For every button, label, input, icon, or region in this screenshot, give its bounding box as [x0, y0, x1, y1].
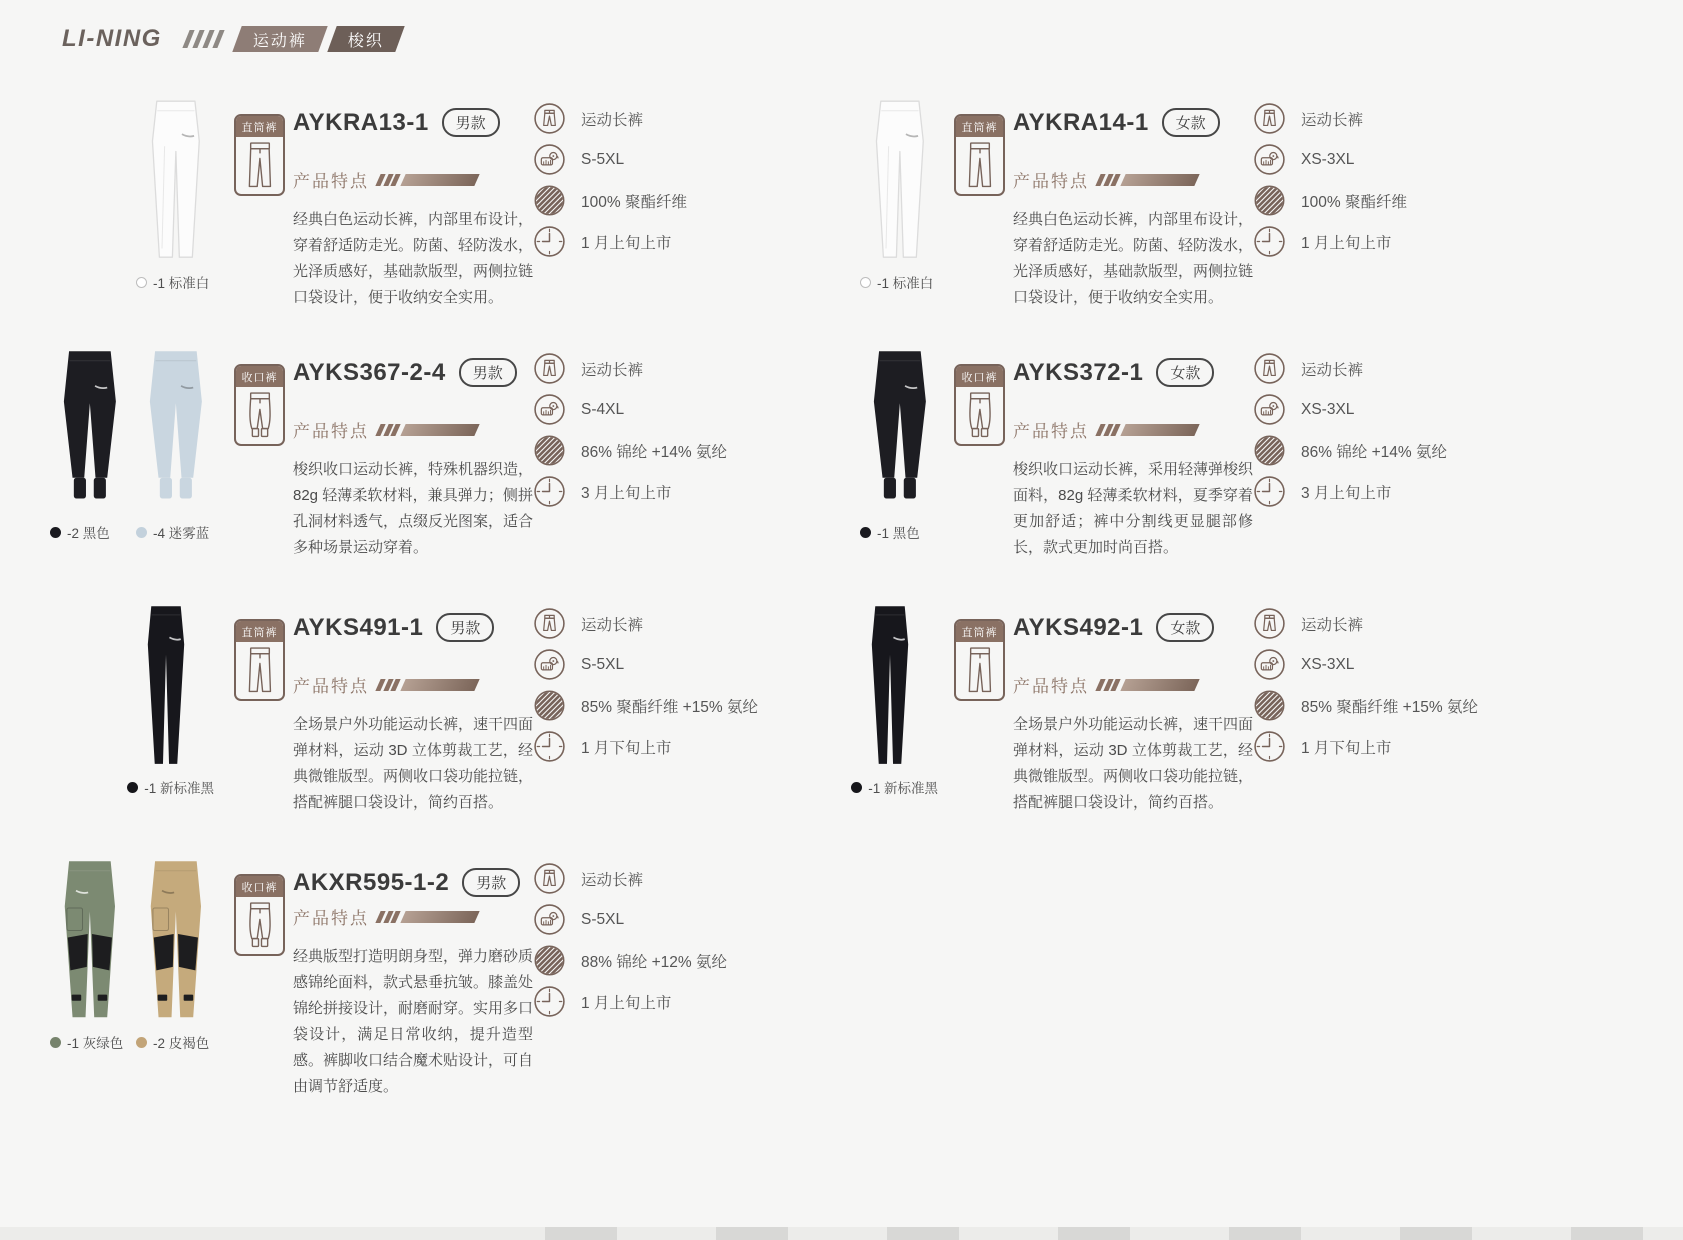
color-variant-label	[50, 1032, 128, 1052]
features-slashes-decoration	[1098, 174, 1197, 186]
footer-segment	[1058, 1227, 1130, 1240]
li-ning-wordmark-logo: LI-NING	[62, 25, 162, 52]
product-card	[60, 856, 845, 1100]
features-row	[1013, 167, 1253, 192]
spec-label: 运动长裤	[1301, 616, 1364, 634]
product-code: AYKS491-1	[293, 613, 424, 641]
features-row	[293, 904, 533, 929]
footer-segment	[1229, 1227, 1301, 1240]
pants-icon	[533, 607, 566, 640]
pant-type-badge	[954, 364, 1005, 446]
spec-label: 运动长裤	[581, 871, 644, 889]
footer-segment	[545, 1227, 617, 1240]
color-variant-label	[127, 777, 214, 797]
product-grid	[60, 96, 1683, 1100]
product-variant	[860, 96, 938, 292]
code-row	[293, 868, 533, 897]
spec-list	[1253, 607, 1478, 763]
color-swatch	[50, 527, 61, 538]
product-variant	[50, 856, 128, 1052]
pant-type-badge	[234, 619, 285, 701]
subcategory-tag	[327, 26, 404, 52]
product-text	[293, 96, 533, 311]
gradient-bar	[1120, 424, 1199, 436]
spec-label: S-5XL	[581, 910, 625, 928]
pants-icon	[533, 862, 566, 895]
features-row	[293, 417, 533, 442]
product-code: AYKRA14-1	[1013, 108, 1149, 136]
spec-row	[1253, 607, 1478, 640]
pant-type-icon	[236, 387, 283, 444]
color-swatch	[860, 527, 871, 538]
subcategory-tag-label: 梭织	[347, 32, 384, 50]
features-row	[293, 167, 533, 192]
pants-photo	[136, 856, 214, 1026]
color-name: -4 迷雾蓝	[153, 526, 210, 541]
spec-label: XS-3XL	[1301, 400, 1355, 418]
product-variant	[136, 346, 214, 542]
product-code: AYKS372-1	[1013, 358, 1144, 386]
code-row	[1013, 108, 1253, 137]
pant-type-label: 收口裤	[956, 366, 1003, 387]
pant-type-badge	[954, 114, 1005, 196]
spec-row	[1253, 393, 1447, 426]
spec-row	[533, 475, 727, 508]
spec-label: 运动长裤	[1301, 361, 1364, 379]
spec-row	[533, 944, 727, 977]
spec-label: 85% 聚酯纤维 +15% 氨纶	[581, 698, 759, 716]
page-header	[0, 0, 1683, 52]
product-code: AYKS367-2-4	[293, 358, 446, 386]
pant-type-label: 直筒裤	[236, 621, 283, 642]
gradient-bar	[400, 174, 479, 186]
color-swatch	[50, 1037, 61, 1048]
spec-label: 86% 锦纶 +14% 氨纶	[581, 443, 728, 461]
pant-type-icon	[236, 897, 283, 954]
spec-row	[1253, 143, 1407, 176]
spec-label: XS-3XL	[1301, 655, 1355, 673]
spec-row	[1253, 184, 1407, 217]
code-row	[293, 613, 533, 642]
gender-badge: 女款	[1162, 108, 1220, 137]
color-name: -1 标准白	[877, 276, 934, 291]
product-card	[60, 96, 845, 346]
code-row	[1013, 613, 1253, 642]
product-description: 经典白色运动长裤，内部里布设计，穿着舒适防走光。防菌、轻防泼水，光泽质感好，基础款版型，两侧拉链口袋设计，便于收纳安全实用。	[293, 211, 534, 306]
fabric-icon	[1253, 689, 1286, 722]
product-card	[60, 601, 845, 856]
product-images	[60, 601, 222, 797]
spec-row	[1253, 730, 1478, 763]
features-row	[1013, 417, 1253, 442]
product-description: 经典白色运动长裤，内部里布设计，穿着舒适防走光。防菌、轻防泼水，光泽质感好，基础款版型，两侧拉链口袋设计，便于收纳安全实用。	[1013, 211, 1254, 306]
spec-list	[533, 352, 727, 508]
product-text	[1013, 601, 1253, 816]
spec-label: 运动长裤	[581, 111, 644, 129]
spec-row	[533, 730, 758, 763]
pant-type-icon	[236, 137, 283, 194]
spec-row	[533, 648, 758, 681]
spec-row	[1253, 434, 1447, 467]
spec-row	[533, 393, 727, 426]
product-variant	[136, 96, 214, 292]
product-code: AYKRA13-1	[293, 108, 429, 136]
size-icon	[1253, 648, 1286, 681]
color-variant-label	[136, 522, 214, 542]
spec-label: 运动长裤	[581, 616, 644, 634]
size-icon	[533, 903, 566, 936]
pant-type-label: 直筒裤	[956, 116, 1003, 137]
spec-list	[1253, 352, 1447, 508]
pant-type-badge	[234, 114, 285, 196]
color-name: -2 黑色	[67, 526, 110, 541]
product-text	[293, 601, 533, 816]
clock-icon	[533, 475, 566, 508]
pant-type-label: 收口裤	[236, 876, 283, 897]
pant-type-badge	[234, 874, 285, 956]
color-name: -2 皮褐色	[153, 1036, 210, 1051]
slash-bar	[212, 30, 224, 48]
gender-badge: 女款	[1156, 613, 1214, 642]
features-heading: 产品特点	[293, 422, 369, 441]
pant-type-label: 直筒裤	[956, 621, 1003, 642]
fabric-icon	[533, 689, 566, 722]
spec-list	[533, 102, 687, 258]
features-heading: 产品特点	[293, 677, 369, 696]
pants-icon	[1253, 352, 1286, 385]
features-heading: 产品特点	[293, 172, 369, 191]
spec-row	[533, 689, 758, 722]
spec-row	[533, 434, 727, 467]
color-name: -1 新标准黑	[868, 781, 938, 796]
clock-icon	[533, 730, 566, 763]
spec-row	[1253, 475, 1447, 508]
features-slashes-decoration	[378, 174, 477, 186]
product-variant	[127, 601, 214, 797]
gender-badge: 男款	[462, 868, 520, 897]
color-variant-label	[851, 777, 938, 797]
clock-icon	[533, 985, 566, 1018]
spec-label: 88% 锦纶 +12% 氨纶	[581, 953, 728, 971]
product-images	[845, 346, 942, 542]
color-variant-label	[860, 522, 938, 542]
pant-type-icon	[236, 642, 283, 699]
spec-row	[1253, 102, 1407, 135]
gender-badge: 男款	[442, 108, 500, 137]
spec-list	[533, 862, 727, 1018]
spec-row	[1253, 689, 1478, 722]
features-heading: 产品特点	[1013, 172, 1089, 191]
header-slashes-decoration	[186, 30, 221, 48]
product-text	[293, 346, 533, 561]
fabric-icon	[1253, 184, 1286, 217]
color-variant-label	[860, 272, 938, 292]
product-variant	[851, 601, 938, 797]
color-name: -1 标准白	[153, 276, 210, 291]
product-images	[60, 346, 222, 542]
product-text	[1013, 346, 1253, 561]
pants-photo	[136, 346, 214, 516]
fabric-icon	[533, 944, 566, 977]
color-name: -1 灰绿色	[67, 1036, 124, 1051]
pant-type-label: 直筒裤	[236, 116, 283, 137]
size-icon	[1253, 143, 1286, 176]
pants-icon	[533, 102, 566, 135]
color-swatch	[136, 1037, 147, 1048]
spec-row	[533, 862, 727, 895]
pants-icon	[1253, 607, 1286, 640]
spec-row	[533, 225, 687, 258]
spec-label: 运动长裤	[1301, 111, 1364, 129]
spec-list	[1253, 102, 1407, 258]
spec-label: 1 月上旬上市	[581, 994, 672, 1012]
pants-photo	[127, 601, 214, 771]
footer-segment	[1400, 1227, 1472, 1240]
product-variant	[136, 856, 214, 1052]
spec-row	[533, 985, 727, 1018]
product-card	[845, 346, 1683, 601]
clock-icon	[1253, 730, 1286, 763]
gradient-bar	[400, 424, 479, 436]
product-description: 全场景户外功能运动长裤，速干四面弹材料，运动 3D 立体剪裁工艺，经典微锥版型。两侧收口袋功能拉链，搭配裤腿口袋设计，简约百搭。	[1013, 716, 1254, 811]
spec-label: 1 月下旬上市	[581, 739, 672, 757]
color-swatch	[860, 277, 871, 288]
features-heading: 产品特点	[1013, 677, 1089, 696]
color-name: -1 新标准黑	[144, 781, 214, 796]
product-text	[1013, 96, 1253, 311]
product-text	[293, 856, 533, 1100]
spec-row	[1253, 648, 1478, 681]
product-images	[60, 96, 222, 292]
spec-label: 1 月上旬上市	[581, 234, 672, 252]
pants-icon	[1253, 102, 1286, 135]
size-icon	[533, 393, 566, 426]
product-images	[60, 856, 222, 1052]
code-row	[293, 108, 533, 137]
features-slashes-decoration	[378, 679, 477, 691]
features-heading: 产品特点	[293, 909, 369, 928]
color-variant-label	[50, 522, 128, 542]
spec-label: 3 月上旬上市	[1301, 484, 1392, 502]
spec-row	[533, 352, 727, 385]
code-row	[1013, 358, 1253, 387]
gender-badge: 男款	[459, 358, 517, 387]
spec-label: XS-3XL	[1301, 150, 1355, 168]
gender-badge: 男款	[436, 613, 494, 642]
size-icon	[533, 648, 566, 681]
clock-icon	[1253, 475, 1286, 508]
pants-photo	[860, 96, 938, 266]
gradient-bar	[1120, 679, 1199, 691]
footer-segment	[887, 1227, 959, 1240]
pants-photo	[136, 96, 214, 266]
product-variant	[860, 346, 938, 542]
gradient-bar	[1120, 174, 1199, 186]
pants-photo	[860, 346, 938, 516]
category-tag	[232, 26, 327, 52]
clock-icon	[533, 225, 566, 258]
clock-icon	[1253, 225, 1286, 258]
color-swatch	[127, 782, 138, 793]
spec-row	[533, 102, 687, 135]
color-swatch	[851, 782, 862, 793]
color-variant-label	[136, 272, 214, 292]
size-icon	[533, 143, 566, 176]
features-slashes-decoration	[1098, 679, 1197, 691]
pant-type-icon	[956, 642, 1003, 699]
category-tag-label: 运动裤	[252, 32, 307, 50]
product-card	[60, 346, 845, 601]
spec-label: S-5XL	[581, 655, 625, 673]
spec-label: 1 月下旬上市	[1301, 739, 1392, 757]
spec-label: 3 月上旬上市	[581, 484, 672, 502]
fabric-icon	[1253, 434, 1286, 467]
product-description: 全场景户外功能运动长裤，速干四面弹材料，运动 3D 立体剪裁工艺，经典微锥版型。两侧收口袋功能拉链，搭配裤腿口袋设计，简约百搭。	[293, 716, 534, 811]
product-card	[845, 96, 1683, 346]
footer-segment	[1571, 1227, 1643, 1240]
spec-label: 运动长裤	[581, 361, 644, 379]
product-code: AYKS492-1	[1013, 613, 1144, 641]
pants-icon	[533, 352, 566, 385]
spec-row	[1253, 225, 1407, 258]
spec-label: 100% 聚酯纤维	[581, 193, 687, 211]
product-images	[845, 96, 942, 292]
footer-segment	[716, 1227, 788, 1240]
color-swatch	[136, 277, 147, 288]
gender-badge: 女款	[1156, 358, 1214, 387]
spec-list	[533, 607, 758, 763]
product-description: 经典版型打造明朗身型，弹力磨砂质感锦纶面料，款式悬垂抗皱。膝盖处锦纶拼接设计，耐磨耐穿。实用多口袋设计，满足日常收纳，提升造型感。裤脚收口结合魔术贴设计，可自由调节舒适度。	[293, 948, 534, 1095]
features-slashes-decoration	[1098, 424, 1197, 436]
pant-type-icon	[956, 387, 1003, 444]
pant-type-label: 收口裤	[236, 366, 283, 387]
product-images	[845, 601, 942, 797]
pant-type-icon	[956, 137, 1003, 194]
spec-row	[533, 184, 687, 217]
pants-photo	[50, 346, 128, 516]
color-swatch	[136, 527, 147, 538]
product-description: 梭织收口运动长裤，特殊机器织造，82g 轻薄柔软材料，兼具弹力；侧拼孔洞材料透气，点缀反光图案，适合多种场景运动穿着。	[293, 461, 534, 556]
spec-label: 85% 聚酯纤维 +15% 氨纶	[1301, 698, 1479, 716]
spec-label: S-5XL	[581, 150, 625, 168]
pants-photo	[50, 856, 128, 1026]
spec-label: 1 月上旬上市	[1301, 234, 1392, 252]
product-card	[845, 601, 1683, 856]
pant-type-badge	[234, 364, 285, 446]
pants-photo	[851, 601, 938, 771]
product-code: AKXR595-1-2	[293, 868, 450, 896]
features-slashes-decoration	[378, 911, 477, 923]
features-heading: 产品特点	[1013, 422, 1089, 441]
spec-label: S-4XL	[581, 400, 625, 418]
features-row	[1013, 672, 1253, 697]
product-variant	[50, 346, 128, 542]
gradient-bar	[400, 911, 479, 923]
color-name: -1 黑色	[877, 526, 920, 541]
code-row	[293, 358, 533, 387]
spec-row	[533, 903, 727, 936]
spec-label: 86% 锦纶 +14% 氨纶	[1301, 443, 1448, 461]
gradient-bar	[400, 679, 479, 691]
size-icon	[1253, 393, 1286, 426]
spec-row	[533, 607, 758, 640]
spec-row	[1253, 352, 1447, 385]
product-description: 梭织收口运动长裤，采用轻薄弹梭织面料，82g 轻薄柔软材料，夏季穿着更加舒适；裤中分割线更显腿部修长，款式更加时尚百搭。	[1013, 461, 1254, 556]
features-row	[293, 672, 533, 697]
footer-strip	[0, 1227, 1683, 1240]
fabric-icon	[533, 184, 566, 217]
color-variant-label	[136, 1032, 214, 1052]
spec-row	[533, 143, 687, 176]
pant-type-badge	[954, 619, 1005, 701]
header-tags	[237, 26, 400, 52]
fabric-icon	[533, 434, 566, 467]
features-slashes-decoration	[378, 424, 477, 436]
spec-label: 100% 聚酯纤维	[1301, 193, 1407, 211]
